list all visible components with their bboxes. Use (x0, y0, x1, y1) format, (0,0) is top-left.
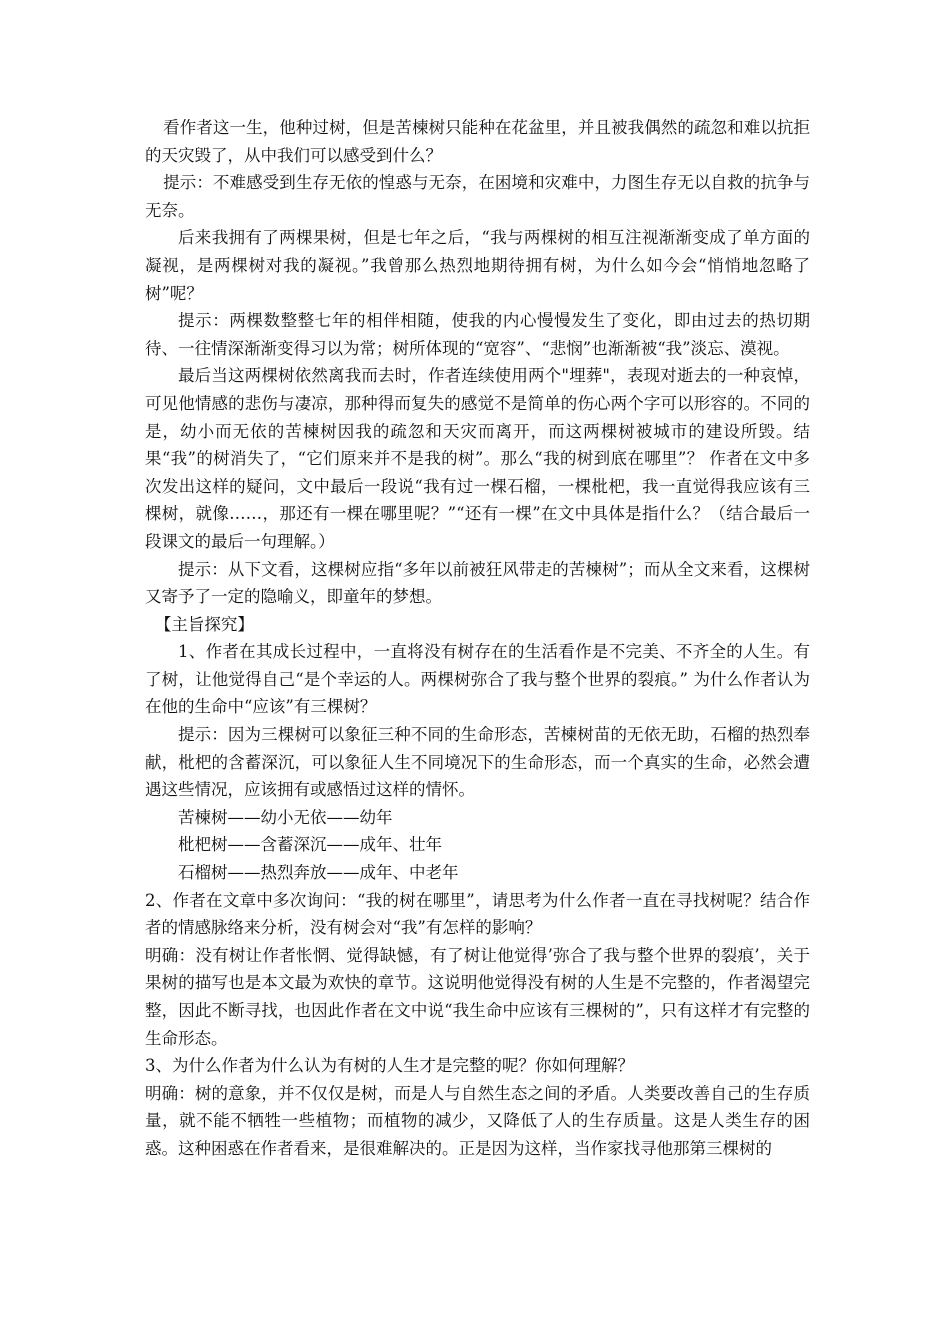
section-heading-theme: 【主旨探究】 (154, 614, 254, 634)
list-item-shiliu: 石榴树——热烈奔放——成年、中老年 (178, 863, 459, 883)
paragraph-answer-2: 明确：没有树让作者怅惘、觉得缺憾，有了树让他觉得’弥合了我与整个世界的裂痕’，关于果树的描写也是本文最为欢快的章节。这说明他觉得没有树的人生是不完整的，作者渴望完整，因此不断寻找，也因此作者在文中说“我生命中应该有三棵树的”，只有这样才有完整的生命形态。 (145, 945, 810, 1048)
paragraph-hint-2: 提示：两棵数整整七年的相伴相随，使我的内心慢慢发生了变化，即由过去的热切期待、一往情深渐渐变得习以为常；树所体现的“宽容”、“悲悯”也渐渐被“我”淡忘、漠视。 (145, 311, 810, 358)
paragraph-theme-question-1: 1、作者在其成长过程中，一直将没有树存在的生活看作是不完美、不齐全的人生。有了树，让他觉得自己“是个幸运的人。两棵树弥合了我与整个世界的裂痕。” 为什么作者认为在他的生命中“应该”有三棵树？ (145, 642, 810, 717)
paragraph-question-third-tree: 最后当这两棵树依然离我而去时，作者连续使用两个"埋葬"，表现对逝去的一种哀悼，可见他情感的悲伤与凄凉，那种得而复失的感觉不是简单的伤心两个字可以形容的。不同的是，幼小而无依的苦楝树因我的疏忽和天灾而离开，而这两棵树被城市的建设所毁。结果“我”的树消失了，“它们原来并不是我的树”。那么“我的树到底在哪里”？ 作者在文中多次发出这样的疑问，文中最后一段说“我有过一棵石榴，一棵枇杷，我一直觉得我应该有三棵树，就像……，那还有一棵在哪里呢？”“还有一棵”在文中具体是指什么？（结合最后一段课文的最后一句理解。） (145, 366, 810, 551)
paragraph-question-kulian: 看作者这一生，他种过树，但是苦楝树只能种在花盆里，并且被我偶然的疏忽和难以抗拒的天灾毁了，从中我们可以感受到什么？ (145, 118, 810, 165)
paragraph-hint-1: 提示：不难感受到生存无依的惶惑与无奈，在困境和灾难中，力图生存无以自救的抗争与无奈。 (145, 173, 810, 220)
paragraph-theme-question-3: 3、为什么作者为什么认为有树的人生才是完整的呢？你如何理解？ (145, 1056, 634, 1076)
document-body (145, 114, 810, 1163)
list-item-pipa: 枇杷树——含蓄深沉——成年、壮年 (178, 835, 442, 855)
paragraph-answer-3: 明确：树的意象，并不仅仅是树，而是人与自然生态之间的矛盾。人类要改善自己的生存质量，就不能不牺牲一些植物；而植物的减少，又降低了人的生存质量。这是人类生存的困惑。这种困惑在作者看来，是很难解决的。正是因为这样，当作家找寻他那第三棵树的 (145, 1083, 810, 1158)
paragraph-hint-3: 提示：从下文看，这棵树应指“多年以前被狂风带走的苦楝树”；而从全文来看，这棵树又寄予了一定的隐喻义，即童年的梦想。 (145, 559, 810, 607)
paragraph-question-two-trees: 后来我拥有了两棵果树，但是七年之后，“我与两棵树的相互注视渐渐变成了单方面的凝视，是两棵树对我的凝视。”我曾那么热烈地期待拥有树，为什么如今会“悄悄地忽略了树”呢？ (145, 228, 810, 303)
list-item-kulian: 苦楝树——幼小无依——幼年 (178, 807, 393, 827)
paragraph-hint-4: 提示：因为三棵树可以象征三种不同的生命形态，苦楝树苗的无依无助，石榴的热烈奉献，枇杷的含蓄深沉，可以象征人生不同境况下的生命形态，而一个真实的生命，必然会遭遇这些情况，应该拥有或感悟过这样的情怀。 (145, 725, 810, 800)
paragraph-theme-question-2: 2、作者在文章中多次询问：“我的树在哪里”，请思考为什么作者一直在寻找树呢？结合作者的情感脉络来分析，没有树会对“我”有怎样的影响？ (145, 890, 810, 938)
